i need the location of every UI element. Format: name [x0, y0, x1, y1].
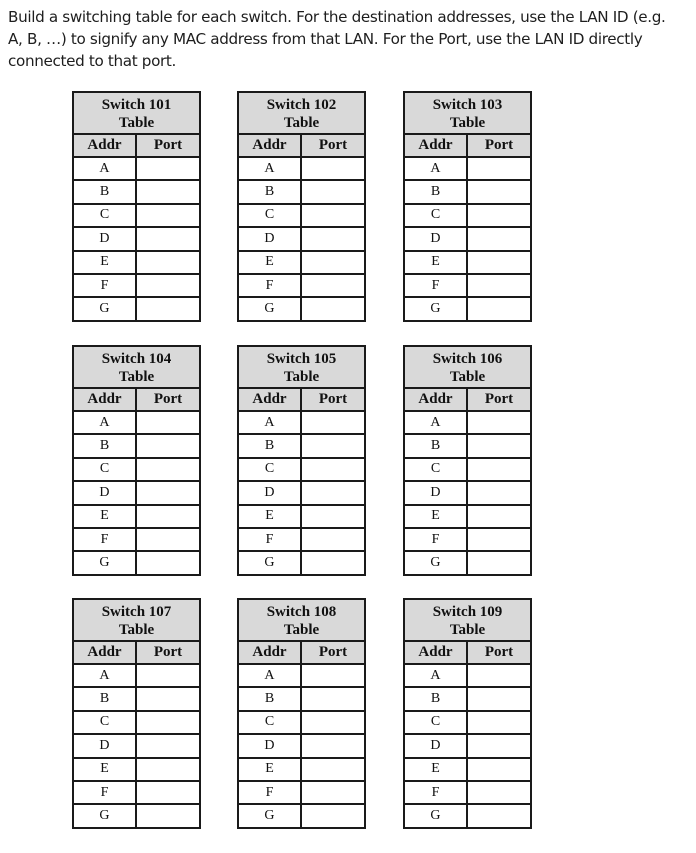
table-row: [404, 711, 531, 734]
addr-column-header: Addr: [404, 388, 467, 411]
port-cell[interactable]: [467, 505, 531, 528]
port-cell[interactable]: [301, 664, 365, 687]
table-row: [404, 227, 531, 250]
port-cell[interactable]: [301, 481, 365, 504]
port-cell[interactable]: [301, 804, 365, 827]
port-cell[interactable]: [136, 781, 200, 804]
switch-table: [237, 598, 366, 829]
table-row: [238, 481, 365, 504]
addr-cell: A: [238, 664, 301, 687]
port-column-header: Port: [136, 641, 200, 664]
port-cell[interactable]: [301, 274, 365, 297]
table-row: [238, 180, 365, 203]
addr-cell: G: [404, 297, 467, 320]
table-row: [238, 157, 365, 180]
table-row: [404, 804, 531, 827]
addr-cell: G: [73, 297, 136, 320]
port-cell[interactable]: [136, 251, 200, 274]
addr-cell: E: [238, 758, 301, 781]
addr-cell: G: [404, 804, 467, 827]
addr-cell: C: [238, 711, 301, 734]
table-row: [73, 180, 200, 203]
addr-cell: G: [73, 804, 136, 827]
addr-cell: B: [404, 180, 467, 203]
addr-cell: C: [73, 711, 136, 734]
addr-cell: G: [404, 551, 467, 574]
table-row: [238, 528, 365, 551]
port-cell[interactable]: [136, 528, 200, 551]
table-row: [238, 227, 365, 250]
switch-name: Switch 103: [432, 97, 503, 113]
addr-cell: C: [404, 711, 467, 734]
addr-cell: A: [73, 157, 136, 180]
table-row: [404, 758, 531, 781]
table-label: Table: [449, 115, 486, 131]
table-row: [238, 687, 365, 710]
table-row: [73, 411, 200, 434]
table-row: [238, 251, 365, 274]
table-row: [404, 180, 531, 203]
table-label: Table: [283, 115, 320, 131]
addr-cell: E: [404, 251, 467, 274]
addr-cell: A: [404, 157, 467, 180]
port-cell[interactable]: [467, 411, 531, 434]
port-cell[interactable]: [301, 458, 365, 481]
table-row: [238, 297, 365, 320]
table-row: [404, 481, 531, 504]
port-cell[interactable]: [301, 528, 365, 551]
switch-table-title: [404, 92, 531, 134]
addr-cell: A: [73, 664, 136, 687]
addr-cell: D: [404, 481, 467, 504]
port-cell[interactable]: [136, 804, 200, 827]
switch-table-title: [73, 346, 200, 388]
port-cell[interactable]: [467, 711, 531, 734]
addr-cell: B: [404, 434, 467, 457]
addr-column-header: Addr: [238, 134, 301, 157]
table-row: [238, 458, 365, 481]
table-row: [73, 434, 200, 457]
addr-cell: B: [73, 180, 136, 203]
port-cell[interactable]: [301, 411, 365, 434]
table-row: [73, 528, 200, 551]
table-row: [73, 227, 200, 250]
addr-cell: E: [404, 505, 467, 528]
port-cell[interactable]: [467, 458, 531, 481]
table-row: [73, 157, 200, 180]
addr-cell: D: [238, 734, 301, 757]
table-row: [73, 781, 200, 804]
addr-cell: F: [404, 274, 467, 297]
addr-cell: B: [238, 434, 301, 457]
addr-cell: A: [238, 411, 301, 434]
port-cell[interactable]: [467, 734, 531, 757]
table-row: [73, 505, 200, 528]
port-cell[interactable]: [136, 505, 200, 528]
switch-table-title: [238, 346, 365, 388]
table-label: Table: [283, 369, 320, 385]
port-cell[interactable]: [136, 157, 200, 180]
table-row: [238, 505, 365, 528]
port-cell[interactable]: [467, 551, 531, 574]
table-row: [404, 274, 531, 297]
addr-cell: D: [73, 734, 136, 757]
port-cell[interactable]: [467, 274, 531, 297]
table-row: [404, 458, 531, 481]
switch-table: [403, 91, 532, 322]
addr-column-header: Addr: [73, 134, 136, 157]
port-cell[interactable]: [467, 687, 531, 710]
addr-cell: F: [238, 528, 301, 551]
port-column-header: Port: [467, 641, 531, 664]
addr-column-header: Addr: [73, 388, 136, 411]
switch-table-title: [73, 92, 200, 134]
port-cell[interactable]: [467, 180, 531, 203]
table-label: Table: [449, 369, 486, 385]
addr-cell: G: [238, 804, 301, 827]
port-column-header: Port: [301, 641, 365, 664]
port-cell[interactable]: [467, 204, 531, 227]
port-cell[interactable]: [136, 411, 200, 434]
table-label: Table: [118, 369, 155, 385]
port-cell[interactable]: [467, 434, 531, 457]
instructions-line: connected to that port.: [8, 52, 177, 70]
addr-column-header: Addr: [73, 641, 136, 664]
port-cell[interactable]: [136, 297, 200, 320]
port-cell[interactable]: [301, 434, 365, 457]
switch-name: Switch 105: [266, 351, 337, 367]
addr-cell: A: [404, 411, 467, 434]
table-row: [238, 758, 365, 781]
addr-cell: C: [404, 204, 467, 227]
port-cell[interactable]: [136, 180, 200, 203]
switch-name: Switch 102: [266, 97, 337, 113]
port-cell[interactable]: [301, 297, 365, 320]
table-label: Table: [449, 622, 486, 638]
addr-cell: E: [73, 251, 136, 274]
port-cell[interactable]: [467, 481, 531, 504]
table-label: Table: [118, 115, 155, 131]
table-row: [73, 481, 200, 504]
addr-cell: A: [73, 411, 136, 434]
port-cell[interactable]: [136, 274, 200, 297]
addr-cell: G: [73, 551, 136, 574]
table-row: [238, 434, 365, 457]
addr-cell: D: [238, 227, 301, 250]
addr-cell: D: [404, 227, 467, 250]
port-cell[interactable]: [301, 505, 365, 528]
table-label: Table: [118, 622, 155, 638]
addr-cell: F: [73, 528, 136, 551]
table-row: [238, 551, 365, 574]
port-column-header: Port: [467, 388, 531, 411]
table-row: [73, 758, 200, 781]
port-cell[interactable]: [301, 734, 365, 757]
port-cell[interactable]: [467, 227, 531, 250]
addr-cell: E: [238, 251, 301, 274]
table-row: [73, 711, 200, 734]
port-cell[interactable]: [136, 227, 200, 250]
addr-cell: E: [73, 758, 136, 781]
addr-cell: B: [73, 687, 136, 710]
addr-cell: B: [238, 180, 301, 203]
switch-table-title: [238, 92, 365, 134]
addr-cell: D: [404, 734, 467, 757]
switch-table-title: [73, 599, 200, 641]
addr-cell: C: [238, 458, 301, 481]
addr-cell: D: [73, 481, 136, 504]
table-row: [404, 664, 531, 687]
port-column-header: Port: [136, 134, 200, 157]
addr-cell: A: [404, 664, 467, 687]
port-cell[interactable]: [467, 758, 531, 781]
port-cell[interactable]: [301, 781, 365, 804]
table-row: [238, 734, 365, 757]
port-column-header: Port: [467, 134, 531, 157]
port-cell[interactable]: [136, 204, 200, 227]
addr-column-header: Addr: [238, 388, 301, 411]
addr-cell: F: [73, 274, 136, 297]
table-row: [404, 687, 531, 710]
addr-cell: F: [238, 274, 301, 297]
switch-table-title: [404, 346, 531, 388]
port-cell[interactable]: [467, 251, 531, 274]
table-row: [404, 157, 531, 180]
port-cell[interactable]: [467, 157, 531, 180]
port-cell[interactable]: [136, 481, 200, 504]
table-row: [73, 204, 200, 227]
addr-cell: D: [73, 227, 136, 250]
addr-cell: F: [404, 781, 467, 804]
addr-cell: D: [238, 481, 301, 504]
table-row: [238, 804, 365, 827]
addr-column-header: Addr: [404, 641, 467, 664]
table-row: [238, 781, 365, 804]
table-row: [404, 204, 531, 227]
addr-cell: E: [73, 505, 136, 528]
switch-table: [403, 598, 532, 829]
table-row: [238, 204, 365, 227]
port-column-header: Port: [301, 388, 365, 411]
switch-name: Switch 107: [101, 604, 172, 620]
port-cell[interactable]: [136, 711, 200, 734]
addr-cell: C: [73, 204, 136, 227]
instructions-paragraph: [8, 6, 694, 72]
port-cell[interactable]: [136, 758, 200, 781]
port-column-header: Port: [136, 388, 200, 411]
port-cell[interactable]: [467, 528, 531, 551]
port-cell[interactable]: [467, 804, 531, 827]
port-cell[interactable]: [301, 711, 365, 734]
switch-name: Switch 106: [432, 351, 503, 367]
addr-cell: B: [238, 687, 301, 710]
switch-name: Switch 101: [101, 97, 172, 113]
table-row: [404, 411, 531, 434]
port-cell[interactable]: [136, 458, 200, 481]
switch-table-title: [404, 599, 531, 641]
table-row: [404, 734, 531, 757]
switch-table: [237, 91, 366, 322]
addr-cell: F: [73, 781, 136, 804]
addr-cell: C: [238, 204, 301, 227]
table-row: [404, 505, 531, 528]
table-row: [404, 528, 531, 551]
table-row: [404, 781, 531, 804]
table-row: [238, 274, 365, 297]
switch-name: Switch 109: [432, 604, 503, 620]
switch-table: [237, 345, 366, 576]
table-row: [73, 687, 200, 710]
table-row: [73, 804, 200, 827]
port-cell[interactable]: [467, 664, 531, 687]
addr-cell: G: [238, 297, 301, 320]
table-row: [73, 458, 200, 481]
table-row: [238, 664, 365, 687]
port-cell[interactable]: [301, 758, 365, 781]
port-cell[interactable]: [136, 551, 200, 574]
switch-table: [72, 91, 201, 322]
table-row: [238, 711, 365, 734]
addr-column-header: Addr: [404, 134, 467, 157]
port-cell[interactable]: [467, 297, 531, 320]
switch-table-title: [238, 599, 365, 641]
instructions-line: A, B, …) to signify any MAC address from that LAN. For the Port, use the LAN ID directly: [8, 30, 643, 48]
table-row: [73, 664, 200, 687]
port-cell[interactable]: [301, 157, 365, 180]
port-cell[interactable]: [136, 434, 200, 457]
table-row: [404, 297, 531, 320]
addr-cell: B: [404, 687, 467, 710]
switch-name: Switch 108: [266, 604, 337, 620]
addr-cell: G: [238, 551, 301, 574]
port-cell[interactable]: [136, 664, 200, 687]
port-cell[interactable]: [301, 251, 365, 274]
addr-cell: E: [404, 758, 467, 781]
addr-column-header: Addr: [238, 641, 301, 664]
port-cell[interactable]: [136, 734, 200, 757]
table-row: [404, 551, 531, 574]
table-row: [73, 297, 200, 320]
instructions-line: Build a switching table for each switch. For the destination addresses, use the LAN ID (e.g.: [8, 8, 666, 26]
table-row: [73, 274, 200, 297]
port-cell[interactable]: [301, 687, 365, 710]
port-cell[interactable]: [301, 204, 365, 227]
port-cell[interactable]: [301, 227, 365, 250]
addr-cell: F: [404, 528, 467, 551]
table-label: Table: [283, 622, 320, 638]
addr-cell: B: [73, 434, 136, 457]
port-cell[interactable]: [136, 687, 200, 710]
switch-table: [403, 345, 532, 576]
table-row: [73, 251, 200, 274]
port-cell[interactable]: [301, 180, 365, 203]
port-column-header: Port: [301, 134, 365, 157]
table-row: [404, 251, 531, 274]
addr-cell: A: [238, 157, 301, 180]
addr-cell: C: [404, 458, 467, 481]
switch-table: [72, 598, 201, 829]
addr-cell: E: [238, 505, 301, 528]
port-cell[interactable]: [301, 551, 365, 574]
table-row: [73, 551, 200, 574]
switch-name: Switch 104: [101, 351, 172, 367]
addr-cell: F: [238, 781, 301, 804]
table-row: [238, 411, 365, 434]
table-row: [404, 434, 531, 457]
switch-table: [72, 345, 201, 576]
addr-cell: C: [73, 458, 136, 481]
table-row: [73, 734, 200, 757]
port-cell[interactable]: [467, 781, 531, 804]
